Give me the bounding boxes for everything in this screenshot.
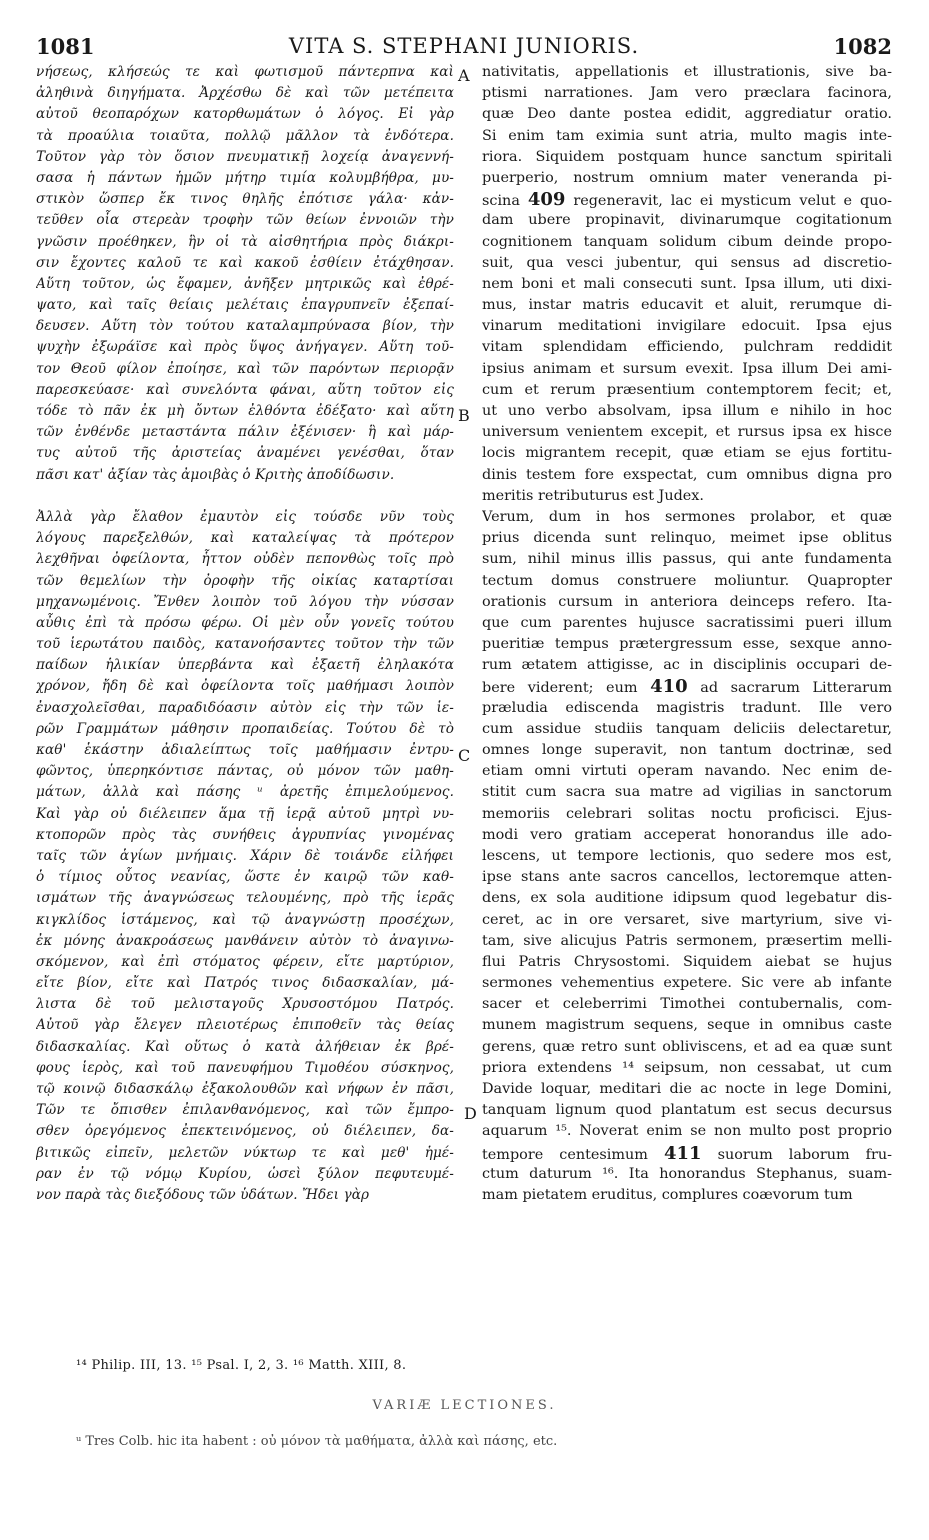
text-line: orationis cursum in anteriora deinceps refero. Ita-	[482, 593, 892, 610]
text-line: sum, nihil minus illis passus, qui ante fundamenta	[482, 551, 892, 568]
text-line: παίδων ἡλικίαν ὑπερβάντα καὶ ἐξαετῆ ἐληλακότα	[36, 657, 454, 674]
text-line: mus, instar matris educavit et aluit, rerumque di-	[482, 297, 892, 314]
text-line: memoriis celebrari solitas noctu proficisci. Ejus-	[482, 805, 892, 822]
text-line: τῶν θεμελίων τὴν ὀροφὴν τῆς οἰκίας καταρτίσαι	[36, 572, 454, 589]
text-line: καθ' ἑκάστην ἀδιαλείπτως τοῖς μαθήμασιν ἐντρυ-	[36, 742, 454, 758]
text-line: tectum domus construere moliuntur. Quapropter	[482, 572, 892, 589]
text-line: pueritiæ tempus prætergressum esse, sexque anno-	[482, 636, 892, 653]
text-line: bere viderent; eum 410 ad sacrarum Litterarum	[482, 676, 892, 698]
text-line: ψατο, καὶ ταῖς θείαις μελέταις ἐπαγρυπνεῖν ἐξεπαί-	[36, 297, 454, 314]
text-line: εἴτε βίον, εἴτε καὶ Πατρός τινος διδασκαλίαν, μά-	[36, 975, 454, 992]
text-line: σθεν ὀρεγόμενος ἐπεκτεινόμενος, οὐ διέλειπεν, δα-	[36, 1123, 454, 1140]
text-line: τῷ κοινῷ διδασκάλῳ ἐξακολουθῶν καὶ νήφων ἐν πᾶσι,	[36, 1081, 454, 1097]
text-line: omnes longe superavit, non tantum doctrinæ, sed	[482, 742, 892, 758]
text-line: vinarum meditationi invigilare edocuit. Ipsa ejus	[482, 318, 892, 335]
text-line: κτοπορῶν πρὸς τὰς συνήθεις ἀγρυπνίας γινομένας	[36, 826, 454, 843]
text-line: ἐνασχολεῖσθαι, παραδιδόασιν αὐτὸν εἰς τὴν τῶν ἱε-	[36, 699, 454, 716]
text-line: priora extendens ¹⁴ seipsum, non cessabat, ut cum	[482, 1059, 892, 1076]
text-line: σκόμενον, καὶ ἐπὶ στόματος φέρειν, εἴτε μαρτύριον,	[36, 953, 454, 970]
text-line: ipse stans ante sacros cancellos, lectoremque atten-	[482, 869, 892, 886]
text-line: rum ætatem attigisse, ac in disciplinis occupari de-	[482, 657, 892, 674]
text-line: Verum, dum in hos sermones prolabor, et quæ	[482, 508, 892, 525]
text-line: tempore centesimum 411 suorum laborum fru-	[482, 1142, 892, 1164]
text-line: tam, sive alicujus Patris sermonem, præsertim melli-	[482, 932, 892, 949]
text-line: aquarum ¹⁵. Noverat enim se non multo post proprio	[482, 1123, 892, 1140]
text-line: πᾶσι κατ' ἀξίαν τὰς ἀμοιβὰς ὁ Κριτὴς ἀποδίδωσιν.	[36, 466, 395, 483]
text-line: Αὕτη τοῦτον, ὡς ἔφαμεν, ἀνῆξεν μητρικῶς καὶ ἐθρέ-	[36, 275, 454, 292]
text-line: ἀληθινὰ διηγήματα. Ἀρχέσθω δὲ καὶ τῶν μετέπειτα	[36, 85, 454, 102]
column-number: 410	[650, 676, 688, 698]
text-line: nativitatis, appellationis et illustrationis, sive ba-	[482, 64, 892, 80]
text-line: τὰ προαύλια τοιαῦτα, πολλῷ μᾶλλον τὰ ἐνδότερα.	[36, 127, 454, 144]
text-line: stitit cum sacra sua matre ad vigilias in sanctorum	[482, 784, 892, 801]
text-line: dens, ex sola auditione idipsum quod legebatur dis-	[482, 890, 892, 907]
page-number-right: 1082	[833, 34, 892, 59]
text-line: διδασκαλίας. Καὶ οὕτως ὁ κατὰ ἀλήθειαν ἐκ βρέ-	[36, 1038, 454, 1055]
text-line: mam pietatem eruditus, complures coævorum tum	[482, 1186, 853, 1203]
text-line: λεχθῆναι ὀφείλοντα, ἧττον οὐδὲν πεπονθὼς τοῖς πρὸ	[36, 551, 454, 568]
text-line: præludia ediscenda magistris tradunt. Ille vero	[482, 699, 892, 716]
text-line: χρόνον, ἤδη δὲ καὶ ὀφείλοντα τοῖς μαθήμασι λοιπὸν	[36, 678, 454, 695]
running-title: VITA S. STEPHANI JUNIORIS.	[288, 34, 640, 58]
text-line: flui Patris Chrysostomi. Siquidem aiebat se hujus	[482, 953, 892, 970]
text-line: φους ἱερὸς, καὶ τοῦ πανευφήμου Τιμοθέου σύσκηνος,	[36, 1059, 454, 1076]
text-line: ρῶν Γραμμάτων μάθησιν προπαιδείας. Τούτου δὲ τὸ	[36, 720, 454, 737]
text-line: munem magistrum sequens, seque in omnibus caste	[482, 1017, 892, 1034]
text-line: Τῶν τε ὄπισθεν ἐπιλανθανόμενος, καὶ τῶν ἔμπρο-	[36, 1102, 454, 1119]
text-line: ὁ τίμιος οὗτος νεανίας, ὥστε ἐν καιρῷ τῶν καθ-	[36, 869, 454, 886]
text-line: ραν ἐν τῷ νόμῳ Κυρίου, ὡσεὶ ξύλον πεφυτευμέ-	[36, 1165, 454, 1182]
text-line: sermones vehementius expetere. Sic vere ab infante	[482, 975, 892, 992]
text-line: riora. Siquidem postquam hunce sanctum spiritali	[482, 148, 892, 165]
text-line: vitam splendidam efficiendo, pulchram reddidit	[482, 339, 892, 356]
latin-column	[482, 62, 892, 1206]
text-line: tanquam lignum quod plantatum est secus decursus	[482, 1102, 892, 1119]
column-number: 409	[527, 189, 566, 211]
variae-lectiones-heading: VARIÆ LECTIONES.	[372, 1398, 557, 1413]
text-line: Αὐτοῦ γὰρ ἔλεγεν πλειοτέρως ἐπιποθεῖν τὰς θείας	[36, 1017, 454, 1034]
page-number-left: 1081	[36, 34, 95, 59]
text-line: etiam omni virtuti operam navando. Nec enim de-	[482, 763, 892, 780]
text-line: cognitionem tanquam solidum cibum deinde propo-	[482, 233, 892, 250]
text-line: scina 409 regeneravit, lac ei mysticum velut e quo-	[482, 189, 892, 211]
text-line: κιγκλίδος ἱστάμενος, καὶ τῷ ἀναγνώστῃ προσέχων,	[36, 911, 454, 928]
text-line: γνῶσιν προέθηκεν, ἣν οἱ τὰ αἰσθητήρια πρὸς διάκρι-	[36, 233, 454, 250]
text-line: locis migrantem recepit, quæ etiam se ejus fortitu-	[482, 445, 892, 462]
text-line: prius dicenda sunt relinquo, meimet ipse oblitus	[482, 530, 892, 547]
greek-column	[36, 62, 454, 1206]
text-line: σασα ἡ πάντων ἡμῶν μήτηρ τιμία κολυμβήθρα, μυ-	[36, 169, 454, 186]
text-line: τυς αὐτοῦ τῆς ἀριστείας ἀναμένει γενέσθαι, ὅταν	[36, 445, 454, 462]
text-line: στικὸν ὥσπερ ἔκ τινος θηλῆς ἐπότισε γάλα· κἀν-	[36, 191, 454, 208]
variae-lectiones-note: ᵘ Tres Colb. hic ita habent : οὐ μόνον τὰ μαθήματα, ἀλλὰ καὶ πάσης, etc.	[76, 1434, 558, 1449]
text-line: meritis retributurus est Judex.	[482, 487, 705, 504]
text-line: τόδε τὸ πᾶν ἐκ μὴ ὄντων ἐλθόντα ἐδέξατο· καὶ αὕτη	[36, 403, 454, 419]
text-line: τεῦθεν οἷα στερεὰν τροφὴν τῶν θείων ἐννοιῶν τὴν	[36, 212, 454, 229]
text-line: αὖθις ἐπὶ τὰ πρόσω φέρω. Οἱ μὲν οὖν γονεῖς τούτου	[36, 614, 454, 631]
text-line: ctum daturum ¹⁶. Ita honorandus Stephanus, suam-	[482, 1165, 892, 1182]
text-line: ipsius animam et sursum evexit. Ipsa illum Dei ami-	[482, 360, 892, 377]
margin-letter-c: C	[458, 746, 471, 765]
text-line: que cum parentes hujusce sacratissimi pueri illum	[482, 614, 892, 631]
text-line: παρεσκεύασε· καὶ συνελόντα φάναι, αὕτη τοῦτον εἰς	[36, 381, 454, 398]
text-line: τοῦ ἱερωτάτου παιδὸς, κατανοήσαντες τοῦτον τὴν τῶν	[36, 636, 454, 653]
text-line: ut uno verbo absolvam, ipsa illum e nihilo in hoc	[482, 403, 892, 419]
text-line: μάτων, ἀλλὰ καὶ πάσης ᵘ ἀρετῆς ἐπιμελούμενος.	[36, 784, 454, 801]
text-line: δευσεν. Αὕτη τὸν τούτου καταλαμπρύνασα βίον, τὴν	[36, 318, 454, 335]
margin-letter-b: B	[458, 406, 470, 425]
text-line: λόγους παρεξελθών, καὶ καταλείψας τὰ πρότερον	[36, 530, 454, 547]
text-line: Davide loquar, meditari die ac nocte in lege Domini,	[482, 1081, 892, 1097]
text-line: βιτικῶς εἰπεῖν, μελετῶν νύκτωρ τε καὶ μεθ' ἡμέ-	[36, 1144, 454, 1161]
text-line: suit, qua vesci jubentur, qui sensus ad discretio-	[482, 254, 892, 271]
text-line: αὐτοῦ θεοπαρόχων κατορθωμάτων ὁ λόγος. Εἰ γὰρ	[36, 106, 454, 123]
text-line: νήσεως, κλήσεώς τε καὶ φωτισμοῦ πάντερπνα καὶ	[36, 64, 454, 80]
text-line: cum et rerum præsentium contemptorem fecit; et,	[482, 381, 892, 398]
text-line: τον Θεοῦ φίλον ἐποίησε, καὶ τῶν παρόντων περιορᾷν	[36, 360, 454, 377]
text-line: ἐκ μόνης ἀνακροάσεως μανθάνειν αὐτὸν τὸ ἀναγινω-	[36, 932, 454, 949]
text-line: lescens, ut tempore lectionis, quo sedere mos est,	[482, 847, 892, 864]
footnotes: ¹⁴ Philip. III, 13. ¹⁵ Psal. I, 2, 3. ¹⁶ Matth. XIII, 8.	[76, 1358, 407, 1373]
text-line: quæ Deo dante postea edidit, aggrediatur oratio.	[482, 106, 892, 123]
text-line: τῶν ἐνθένδε μεταστάντα πάλιν ἐξένισεν· ἣ καὶ μάρ-	[36, 424, 454, 441]
text-line: nem boni et mali consecuti sunt. Ipsa illum, uti dixi-	[482, 275, 892, 292]
text-line: μηχανωμένοις. Ἔνθεν λοιπὸν τοῦ λόγου τὴν νύσσαν	[36, 593, 454, 610]
text-line: ψυχὴν ἐξωράϊσε καὶ πρὸς ὕψος ἀνήγαγεν. Αὕτη τοῦ-	[36, 339, 454, 356]
text-line: universum venientem excepit, et rursus ipsa ex hisce	[482, 424, 892, 441]
text-line: φῶντος, ὑπερηκόντισε πάντας, οὐ μόνον τῶν μαθη-	[36, 763, 454, 780]
margin-letter-a: A	[458, 66, 470, 85]
margin-letter-d: D	[464, 1104, 477, 1123]
text-line: puerperio, nostrum omnium mater veneranda pi-	[482, 169, 892, 186]
text-line: dam ubere propinavit, divinarumque cogitationum	[482, 212, 892, 229]
text-line: Καὶ γὰρ οὐ διέλειπεν ἅμα τῇ ἱερᾷ αὐτοῦ μητρὶ νυ-	[36, 805, 454, 822]
text-line: Τοῦτον γὰρ τὸν ὅσιον πνευματικῇ λοχείᾳ ἀναγεννή-	[36, 148, 454, 165]
column-number: 411	[664, 1142, 702, 1164]
text-line: ισμάτων τῆς ἀναγνώσεως τελουμένης, πρὸ τῆς ἱερᾶς	[36, 890, 454, 907]
text-line: dinis testem fore exspectat, cum omnibus digna pro	[482, 466, 892, 483]
running-header	[36, 34, 892, 64]
text-line: σιν ἔχοντες καλοῦ τε καὶ κακοῦ ἐσθίειν ἐτάχθησαν.	[36, 254, 454, 271]
text-line: gerens, quæ retro sunt obliviscens, et ad ea quæ sunt	[482, 1038, 892, 1055]
text-line: Ἀλλὰ γὰρ ἔλαθον ἐμαυτὸν εἰς τούσδε νῦν τοὺς	[36, 508, 454, 525]
text-line	[36, 486, 454, 507]
text-line: Si enim tam eximia sunt atria, multo magis inte-	[482, 127, 892, 144]
text-line: sacer et celeberrimi Timothei contubernalis, com-	[482, 996, 892, 1013]
text-line: ptismi narrationes. Jam vero præclara facinora,	[482, 85, 892, 102]
text-line: ceret, ac in ore versaret, sive martyrium, sive vi-	[482, 911, 892, 928]
text-line: νον παρὰ τὰς διεξόδους τῶν ὑδάτων. Ἤδει γὰρ	[36, 1186, 370, 1203]
text-line: modi vero gratiam acceperat honorandus ille ado-	[482, 826, 892, 843]
text-line: ταῖς τῶν ἁγίων μνήμαις. Χάριν δὲ τοιάνδε εἰλήφει	[36, 847, 454, 864]
text-line: cum assidue studiis tanquam deliciis delectaretur,	[482, 720, 892, 737]
text-line: λιστα δὲ τοῦ μελισταγοῦς Χρυσοστόμου Πατρός.	[36, 996, 454, 1013]
